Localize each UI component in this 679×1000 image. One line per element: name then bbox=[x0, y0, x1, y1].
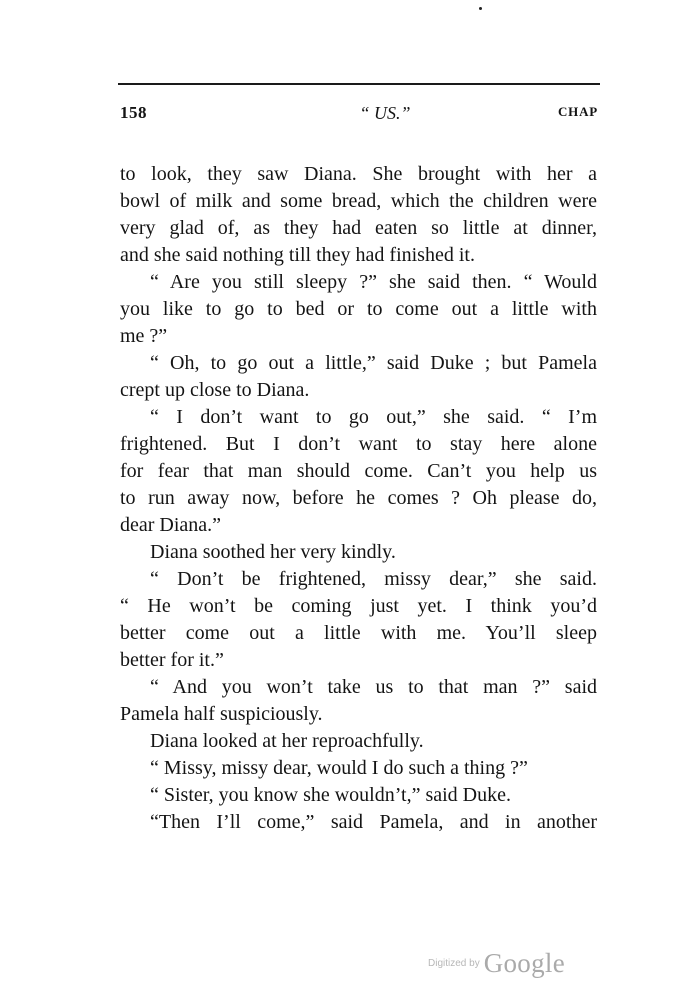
text-line: to run away now, before he comes ? Oh please do, bbox=[120, 487, 597, 509]
text-line: for fear that man should come. Can’t you help us bbox=[120, 460, 597, 482]
text-line: “ Are you still sleepy ?” she said then. “ Would bbox=[150, 271, 597, 293]
text-line: to look, they saw Diana. She brought with her a bbox=[120, 163, 597, 185]
running-title: “ US.” bbox=[359, 103, 411, 123]
chapter-label: CHAP bbox=[557, 104, 598, 119]
text-line: crept up close to Diana. bbox=[120, 379, 310, 401]
text-line: “ Sister, you know she wouldn’t,” said Duke. bbox=[150, 784, 512, 806]
text-line: “ Oh, to go out a little,” said Duke ; but Pamela bbox=[150, 352, 597, 374]
text-line: frightened. But I don’t want to stay here alone bbox=[120, 433, 597, 455]
text-line: “ He won’t be coming just yet. I think you’d bbox=[120, 595, 597, 617]
text-line: Pamela half suspiciously. bbox=[120, 703, 323, 725]
text-line: “ I don’t want to go out,” she said. “ I’m bbox=[150, 406, 597, 428]
digitized-by-label: Digitized by bbox=[428, 958, 480, 969]
text-line: “Then I’ll come,” said Pamela, and in another bbox=[150, 811, 597, 833]
text-line: bowl of milk and some bread, which the children were bbox=[120, 190, 597, 212]
text-line: “ Missy, missy dear, would I do such a thing ?” bbox=[150, 757, 528, 779]
text-line: Diana looked at her reproachfully. bbox=[150, 730, 424, 752]
text-line: “ Don’t be frightened, missy dear,” she said. bbox=[150, 568, 597, 590]
text-line: Diana soothed her very kindly. bbox=[150, 541, 396, 563]
page-number: 158 bbox=[120, 103, 147, 122]
running-header bbox=[120, 103, 598, 131]
google-wordmark: Google bbox=[483, 948, 565, 978]
text-line: very glad of, as they had eaten so little at dinner, bbox=[120, 217, 597, 239]
digitized-watermark bbox=[428, 948, 565, 980]
text-line: me ?” bbox=[120, 325, 168, 347]
text-line: dear Diana.” bbox=[120, 514, 222, 536]
text-line: better come out a little with me. You’ll sleep bbox=[120, 622, 597, 644]
header-rule bbox=[118, 83, 600, 85]
text-line: and she said nothing till they had finished it. bbox=[120, 244, 475, 266]
text-line: you like to go to bed or to come out a little with bbox=[120, 298, 597, 320]
text-line: “ And you won’t take us to that man ?” said bbox=[150, 676, 597, 698]
body-text bbox=[120, 161, 597, 836]
text-line: better for it.” bbox=[120, 649, 224, 671]
ink-speck bbox=[479, 7, 482, 10]
